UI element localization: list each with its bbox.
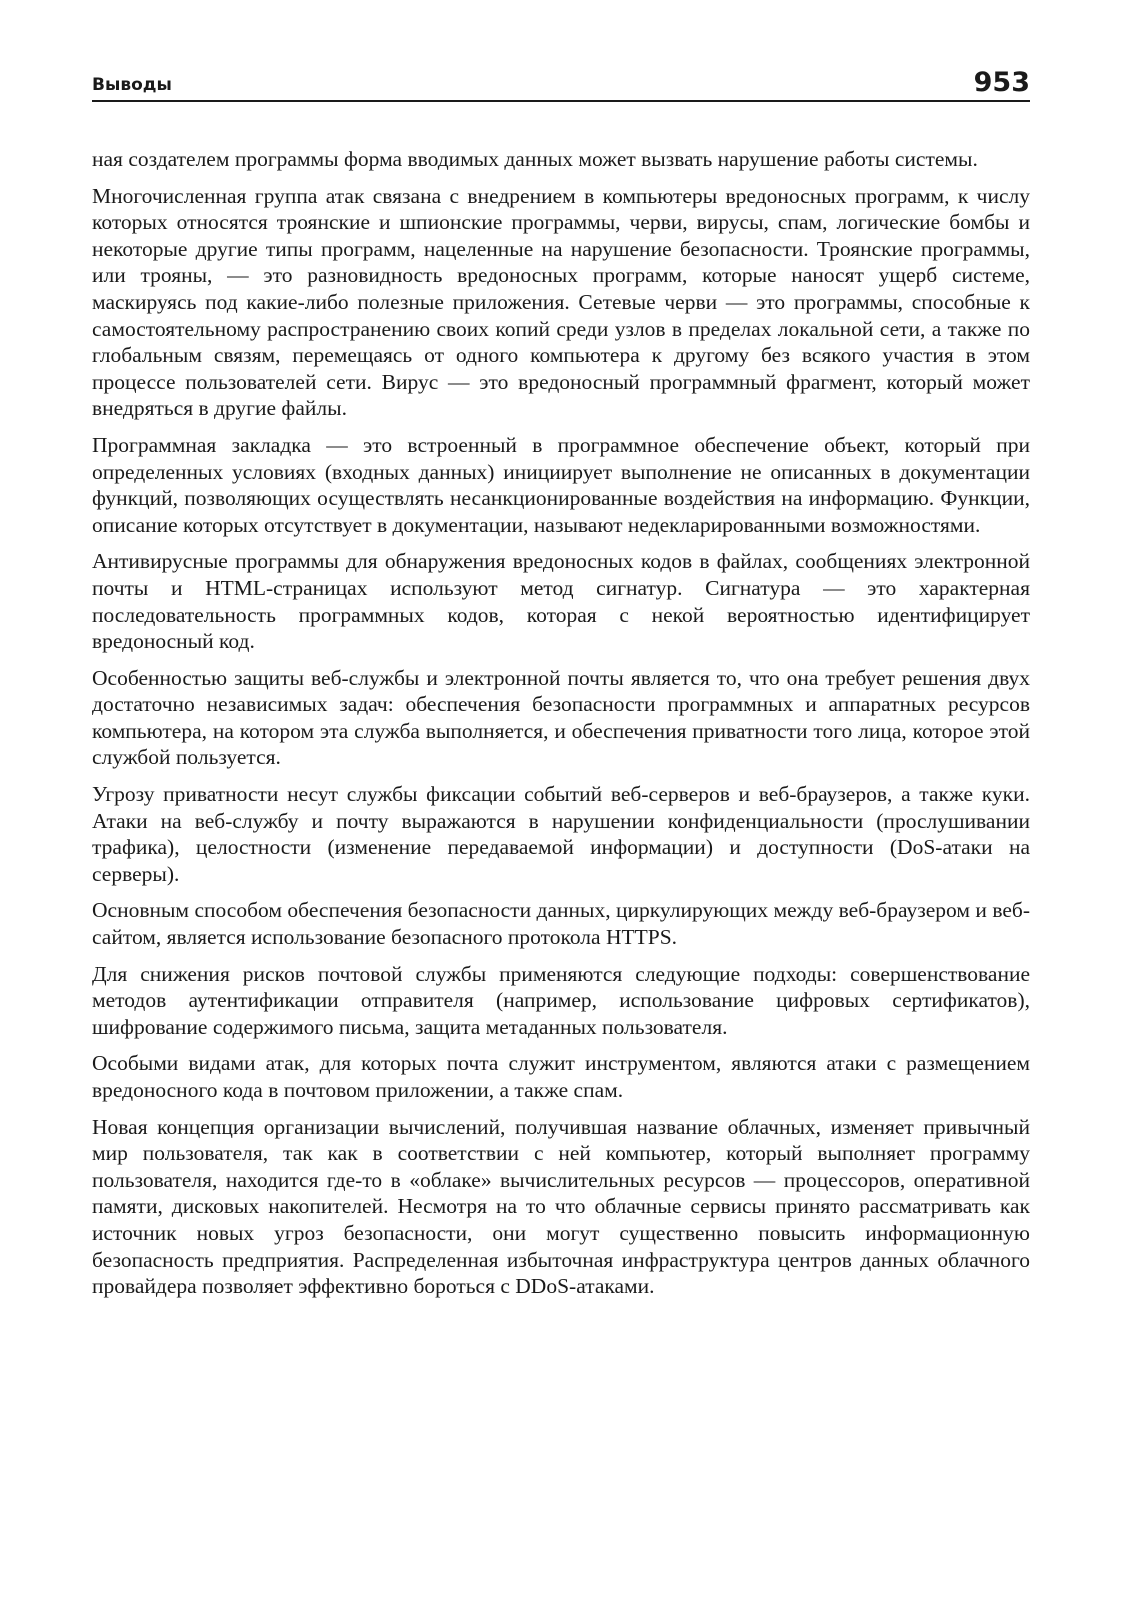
paragraph: Угрозу приватности несут службы фиксации событий веб-серверов и веб-браузеров, а также куки. Атаки на веб-службу и почту выражаются в нарушении конфиденциальности (прослушивании трафика), целостности (изменение передаваемой информации) и доступности (DoS-атаки на серверы). (92, 782, 1030, 886)
paragraph: Основным способом обеспечения безопасности данных, циркулирующих между веб-браузером и веб-сайтом, является использование безопасного протокола HTTPS. (92, 898, 1030, 950)
paragraph: Особыми видами атак, для которых почта служит инструментом, являются атаки с размещением вредоносного кода в почтовом приложении, а также спам. (92, 1051, 1030, 1102)
running-header (92, 60, 1030, 102)
paragraph: ная создателем программы форма вводимых данных может вызвать нарушение работы системы. (92, 147, 978, 171)
page-body (92, 146, 1030, 1300)
paragraph: Антивирусные программы для обнаружения вредоносных кодов в файлах, сообщениях электронной почты и HTML-страницах используют метод сигнатур. Сигнатура — это характерная последовательность программных кодов, которая с некой вероятностью идентифицирует вредоносный код. (92, 549, 1030, 654)
paragraph: Программная закладка — это встроенный в программное обеспечение объект, который при определенных условиях (входных данных) инициирует выполнение не описанных в документации функций, позволяющих осуществлять несанкционированные воздействия на информацию. Функции, описание которых отсутствует в документации, называют недекларированными возможностями. (92, 432, 1030, 537)
book-page (92, 60, 1030, 1310)
paragraph: Для снижения рисков почтовой службы применяются следующие подходы: совершенствование методов аутентификации отправителя (например, использование цифровых сертификатов), шифрование содержимого письма, защита метаданных пользователя. (92, 961, 1030, 1039)
paragraph: Многочисленная группа атак связана с внедрением в компьютеры вредоносных программ, к числу которых относятся троянские и шпионские программы, черви, вирусы, спам, логические бомбы и некоторые другие типы программ, нацеленные на нарушение безопасности. Троянские программы, или трояны, — это разновидность вредоносных программ, которые наносят ущерб системе, маскируясь под какие-либо полезные приложения. Сетевые черви — это программы, способные к самостоятельному распространению своих копий среди узлов в пределах локальной сети, а также по глобальным связям, перемещаясь от одного компьютера к другому без всякого участия в этом процессе пользователей сети. Вирус — это вредоносный программный фрагмент, который может внедряться в другие файлы. (92, 183, 1030, 421)
page-number: 953 (973, 67, 1030, 98)
paragraph: Новая концепция организации вычислений, получившая название облачных, изменяет привычный мир пользователя, так как в соответствии с ней компьютер, который выполняет программу пользователя, находится где-то в «облаке» вычислительных ресурсов — процессоров, оперативной памяти, дисковых накопителей. Несмотря на то что облачные сервисы принято рассматривать как источник новых угроз безопасности, они могут существенно повысить информационную безопасность предприятия. Распределенная избыточная инфраструктура центров данных облачного провайдера позволяет эффективно бороться с DDoS-атаками. (92, 1114, 1030, 1299)
paragraph: Особенностью защиты веб-службы и электронной почты является то, что она требует решения двух достаточно независимых задач: обеспечения безопасности программных и аппаратных ресурсов компьютера, на котором эта служба выполняется, и обеспечения приватности того лица, которое этой службой пользуется. (92, 665, 1030, 770)
section-title: Выводы (92, 75, 172, 95)
